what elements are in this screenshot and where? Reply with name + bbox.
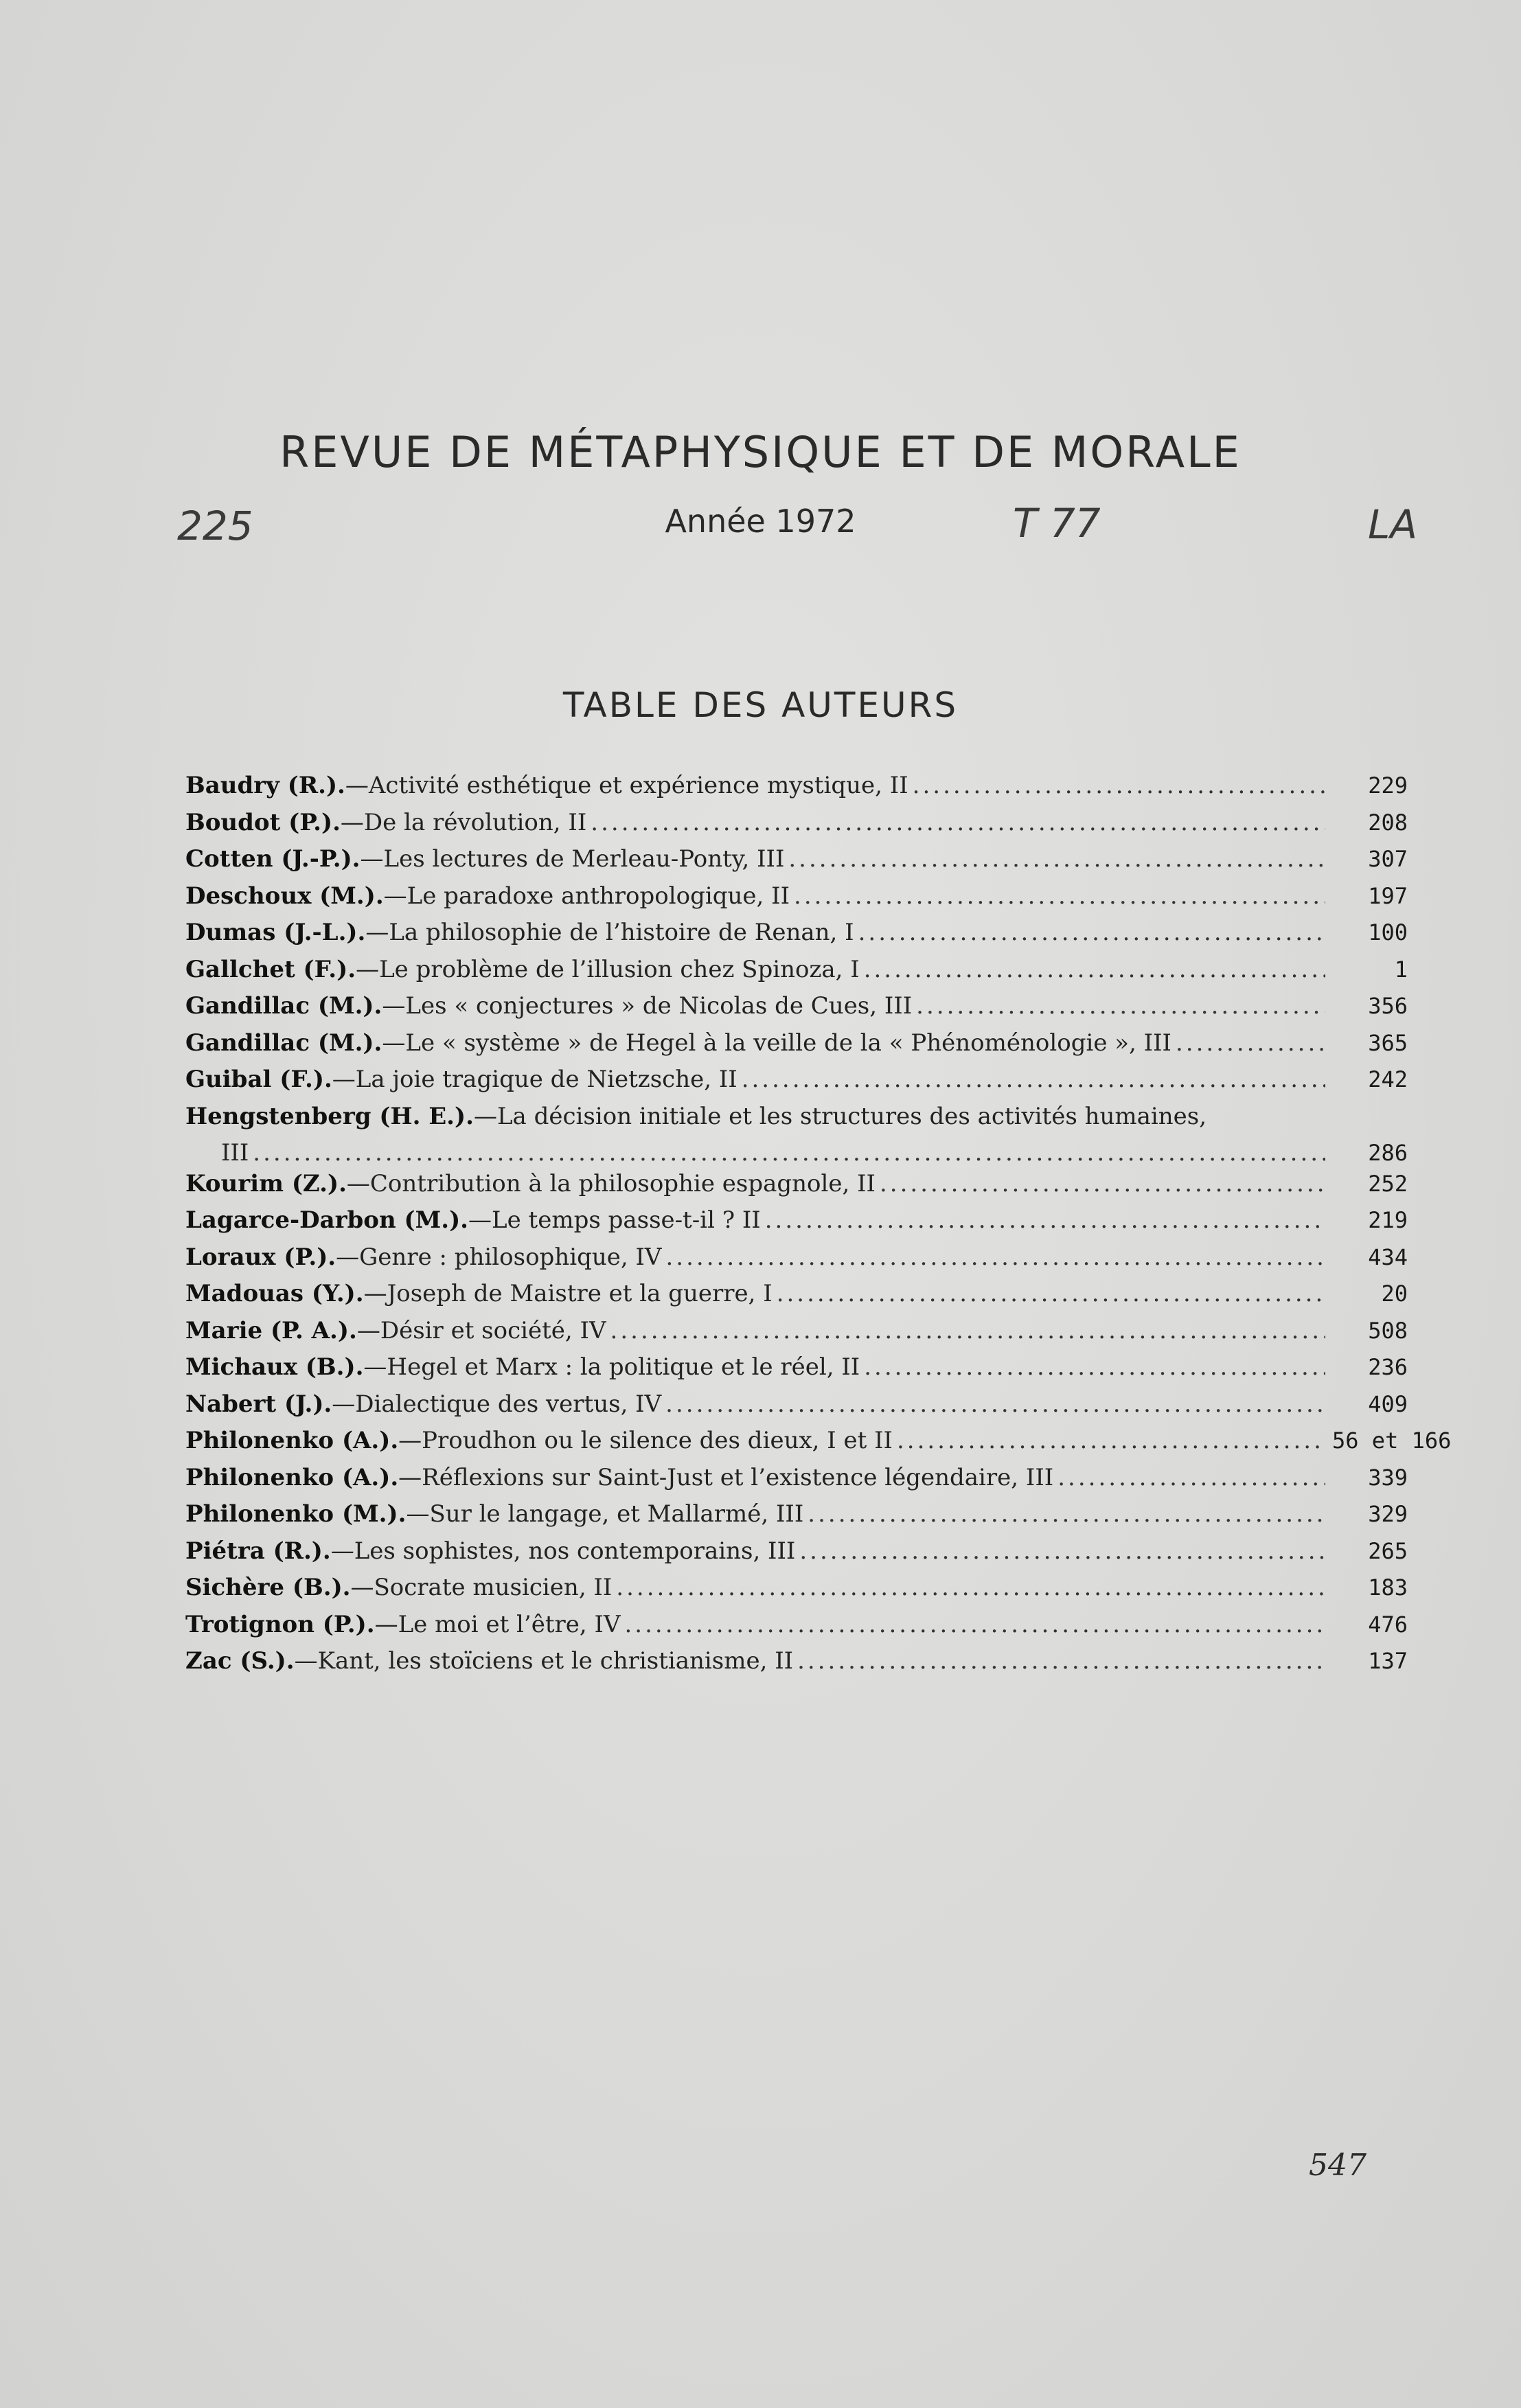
- index-entry: [185, 878, 1408, 915]
- index-entry: [185, 1166, 1408, 1203]
- entry-author: Philonenko (A.).: [185, 1427, 399, 1454]
- entry-title: Proudhon ou le silence des dieux, I et II: [422, 1427, 893, 1454]
- entry-page-number: 20: [1381, 1281, 1408, 1307]
- entry-title: La philosophie de l’histoire de Renan, I: [389, 919, 854, 946]
- entry-separator: —: [398, 1427, 422, 1454]
- entry-page-number: 356: [1368, 993, 1408, 1019]
- entry-separator: —: [374, 1610, 398, 1638]
- entry-title: Activité esthétique et expérience mystique, II: [368, 772, 908, 799]
- entry-title: Les sophistes, nos contemporains, III: [354, 1537, 796, 1565]
- dot-leader: [765, 1202, 1325, 1239]
- index-entry: [185, 1349, 1408, 1386]
- entry-author: Lagarce-Darbon (M.).: [185, 1206, 469, 1234]
- entry-title: Sur le langage, et Mallarmé, III: [429, 1500, 804, 1528]
- dot-leader: [799, 1533, 1325, 1570]
- entry-separator: —: [468, 1206, 492, 1234]
- entry-page-number: 476: [1368, 1611, 1408, 1638]
- entry-page-number: 242: [1368, 1066, 1408, 1092]
- dot-leader: [913, 768, 1325, 805]
- entry-separator: —: [350, 1574, 374, 1601]
- entry-author: Cotten (J.-P.).: [185, 845, 361, 873]
- entry-page-number: 508: [1368, 1317, 1408, 1344]
- entry-author: Baudry (R.).: [185, 772, 345, 799]
- index-entry: [185, 1313, 1408, 1350]
- entry-title: Le temps passe-t-il ? II: [492, 1206, 761, 1234]
- index-entry: [185, 1099, 1408, 1166]
- entry-page-number: 229: [1368, 772, 1408, 799]
- index-entry: [185, 1533, 1408, 1570]
- entry-title: Kant, les stoïciens et le christianisme, II: [317, 1647, 794, 1675]
- dot-leader: [794, 878, 1325, 915]
- entry-page-number: 252: [1368, 1170, 1408, 1197]
- index-entry: [185, 1643, 1408, 1680]
- index-entry: [185, 952, 1408, 989]
- entry-page-number: 265: [1368, 1537, 1408, 1564]
- entry-author: Boudot (P.).: [185, 808, 341, 836]
- entry-author: Guibal (F.).: [185, 1066, 332, 1093]
- entry-author: Madouas (Y.).: [185, 1280, 364, 1307]
- entry-separator: —: [382, 1029, 406, 1057]
- entry-author: Philonenko (A.).: [185, 1463, 399, 1491]
- entry-separator: —: [383, 882, 407, 910]
- entry-page-number: 197: [1368, 882, 1408, 909]
- index-entry: [185, 1460, 1408, 1497]
- entry-title-continued: III: [221, 1139, 249, 1167]
- index-entry: [185, 1239, 1408, 1276]
- entry-separator: —: [340, 808, 364, 836]
- entry-separator: —: [363, 1280, 387, 1307]
- entry-title: La joie tragique de Nietzsche, II: [355, 1066, 737, 1093]
- entry-separator: —: [345, 772, 369, 799]
- dot-leader: [864, 952, 1325, 989]
- entry-title: Joseph de Maistre et la guerre, I: [387, 1280, 773, 1307]
- index-entry: [185, 805, 1408, 842]
- dot-leader: [616, 1570, 1325, 1607]
- year-label: Année 1972: [665, 503, 856, 540]
- dot-leader: [1057, 1460, 1325, 1497]
- entry-title: Le problème de l’illusion chez Spinoza, I: [379, 955, 860, 983]
- entry-title: Le « système » de Hegel à la veille de la « Phénoménologie », III: [405, 1029, 1171, 1057]
- entry-page-number: 137: [1368, 1648, 1408, 1674]
- index-entry: [185, 841, 1408, 878]
- entry-page-number: 100: [1368, 919, 1408, 945]
- entry-title: Dialectique des vertus, IV: [355, 1390, 662, 1418]
- entry-author: Loraux (P.).: [185, 1243, 336, 1271]
- entry-title: Le paradoxe anthropologique, II: [407, 882, 790, 910]
- index-entry: [185, 1570, 1408, 1607]
- index-entry: [185, 1496, 1408, 1533]
- handwritten-note-middle: T 77: [1013, 500, 1101, 547]
- entry-separator: —: [398, 1463, 422, 1491]
- entry-title: Les « conjectures » de Nicolas de Cues, III: [405, 992, 913, 1020]
- entry-author: Trotignon (P.).: [185, 1610, 375, 1638]
- dot-leader: [1176, 1025, 1325, 1062]
- entry-separator: —: [360, 845, 384, 873]
- entry-page-number: 409: [1368, 1390, 1408, 1417]
- dot-leader: [665, 1386, 1325, 1423]
- entry-page-number: 329: [1368, 1501, 1408, 1527]
- dot-leader: [797, 1643, 1325, 1680]
- index-entry: [185, 768, 1408, 805]
- entry-author: Hengstenberg (H. E.).: [185, 1102, 474, 1130]
- entry-separator: —: [346, 1169, 370, 1197]
- dot-leader: [858, 915, 1325, 952]
- entry-page-number: 286: [1368, 1140, 1408, 1166]
- entry-author: Marie (P. A.).: [185, 1316, 357, 1344]
- entry-separator: —: [294, 1647, 318, 1675]
- entry-author: Gallchet (F.).: [185, 955, 356, 983]
- entry-page-number: 339: [1368, 1464, 1408, 1491]
- entry-page-number: 219: [1368, 1207, 1408, 1233]
- entry-separator: —: [365, 919, 389, 946]
- entry-separator: —: [336, 1243, 360, 1271]
- entry-page-number: 307: [1368, 846, 1408, 872]
- entry-title: Hegel et Marx : la politique et le réel, II: [387, 1353, 860, 1381]
- entry-separator: —: [356, 955, 380, 983]
- index-entry: [185, 1386, 1408, 1423]
- dot-leader: [897, 1423, 1325, 1460]
- author-index-list: [185, 768, 1452, 1680]
- dot-leader: [777, 1276, 1325, 1313]
- dot-leader: [864, 1349, 1325, 1386]
- dot-leader: [742, 1062, 1325, 1099]
- entry-separator: —: [473, 1102, 497, 1130]
- dot-leader: [808, 1496, 1325, 1533]
- dot-leader: [610, 1313, 1325, 1350]
- dot-leader: [788, 841, 1325, 878]
- section-title: TABLE DES AUTEURS: [562, 685, 959, 725]
- entry-title: La décision initiale et les structures des activités humaines,: [496, 1102, 1207, 1130]
- dot-leader: [625, 1607, 1326, 1644]
- entry-separator: —: [332, 1066, 356, 1093]
- entry-page-number: 56 et 166: [1332, 1427, 1452, 1454]
- index-entry: [185, 1607, 1408, 1644]
- entry-author: Gandillac (M.).: [185, 992, 382, 1020]
- dot-leader: [665, 1239, 1325, 1276]
- entry-page-number: 236: [1368, 1354, 1408, 1380]
- entry-author: Nabert (J.).: [185, 1390, 332, 1418]
- entry-title: Genre : philosophique, IV: [359, 1243, 662, 1271]
- entry-author: Piétra (R.).: [185, 1537, 331, 1565]
- entry-page-number: 183: [1368, 1574, 1408, 1601]
- entry-title: Désir et société, IV: [380, 1316, 606, 1344]
- index-entry: [185, 1423, 1452, 1460]
- entry-author: Zac (S.).: [185, 1647, 295, 1675]
- entry-title: Socrate musicien, II: [374, 1574, 613, 1601]
- index-entry: [185, 915, 1408, 952]
- dot-leader: [880, 1166, 1325, 1203]
- entry-author: Deschoux (M.).: [185, 882, 384, 910]
- journal-title: REVUE DE MÉTAPHYSIQUE ET DE MORALE: [279, 427, 1242, 477]
- handwritten-note-left: 225: [177, 503, 253, 549]
- entry-separator: —: [330, 1537, 354, 1565]
- entry-author: Philonenko (M.).: [185, 1500, 407, 1528]
- dot-leader: [591, 805, 1325, 842]
- entry-title: De la révolution, II: [363, 808, 587, 836]
- entry-page-number: 1: [1394, 956, 1408, 983]
- index-entry: [185, 988, 1408, 1025]
- entry-separator: —: [382, 992, 406, 1020]
- entry-author: Dumas (J.-L.).: [185, 919, 366, 946]
- entry-separator: —: [406, 1500, 430, 1528]
- entry-title: Les lectures de Merleau-Ponty, III: [383, 845, 785, 873]
- entry-separator: —: [363, 1353, 387, 1381]
- handwritten-note-right: LA: [1368, 501, 1417, 548]
- entry-page-number: 434: [1368, 1243, 1408, 1270]
- entry-separator: —: [332, 1390, 356, 1418]
- entry-page-number: 365: [1368, 1029, 1408, 1056]
- entry-author: Kourim (Z.).: [185, 1169, 347, 1197]
- index-entry: [185, 1276, 1408, 1313]
- entry-title: Le moi et l’être, IV: [398, 1610, 621, 1638]
- entry-author: Sichère (B.).: [185, 1574, 351, 1601]
- index-entry: [185, 1202, 1408, 1239]
- entry-separator: —: [356, 1316, 380, 1344]
- dot-leader: [916, 988, 1325, 1025]
- entry-author: Gandillac (M.).: [185, 1029, 382, 1057]
- entry-page-number: 208: [1368, 809, 1408, 836]
- entry-author: Michaux (B.).: [185, 1353, 364, 1381]
- entry-title: Contribution à la philosophie espagnole, II: [369, 1169, 876, 1197]
- page-number: 547: [1309, 2148, 1366, 2183]
- index-entry: [185, 1062, 1408, 1099]
- entry-title: Réflexions sur Saint-Just et l’existence légendaire, III: [422, 1463, 1054, 1491]
- index-entry: [185, 1025, 1408, 1062]
